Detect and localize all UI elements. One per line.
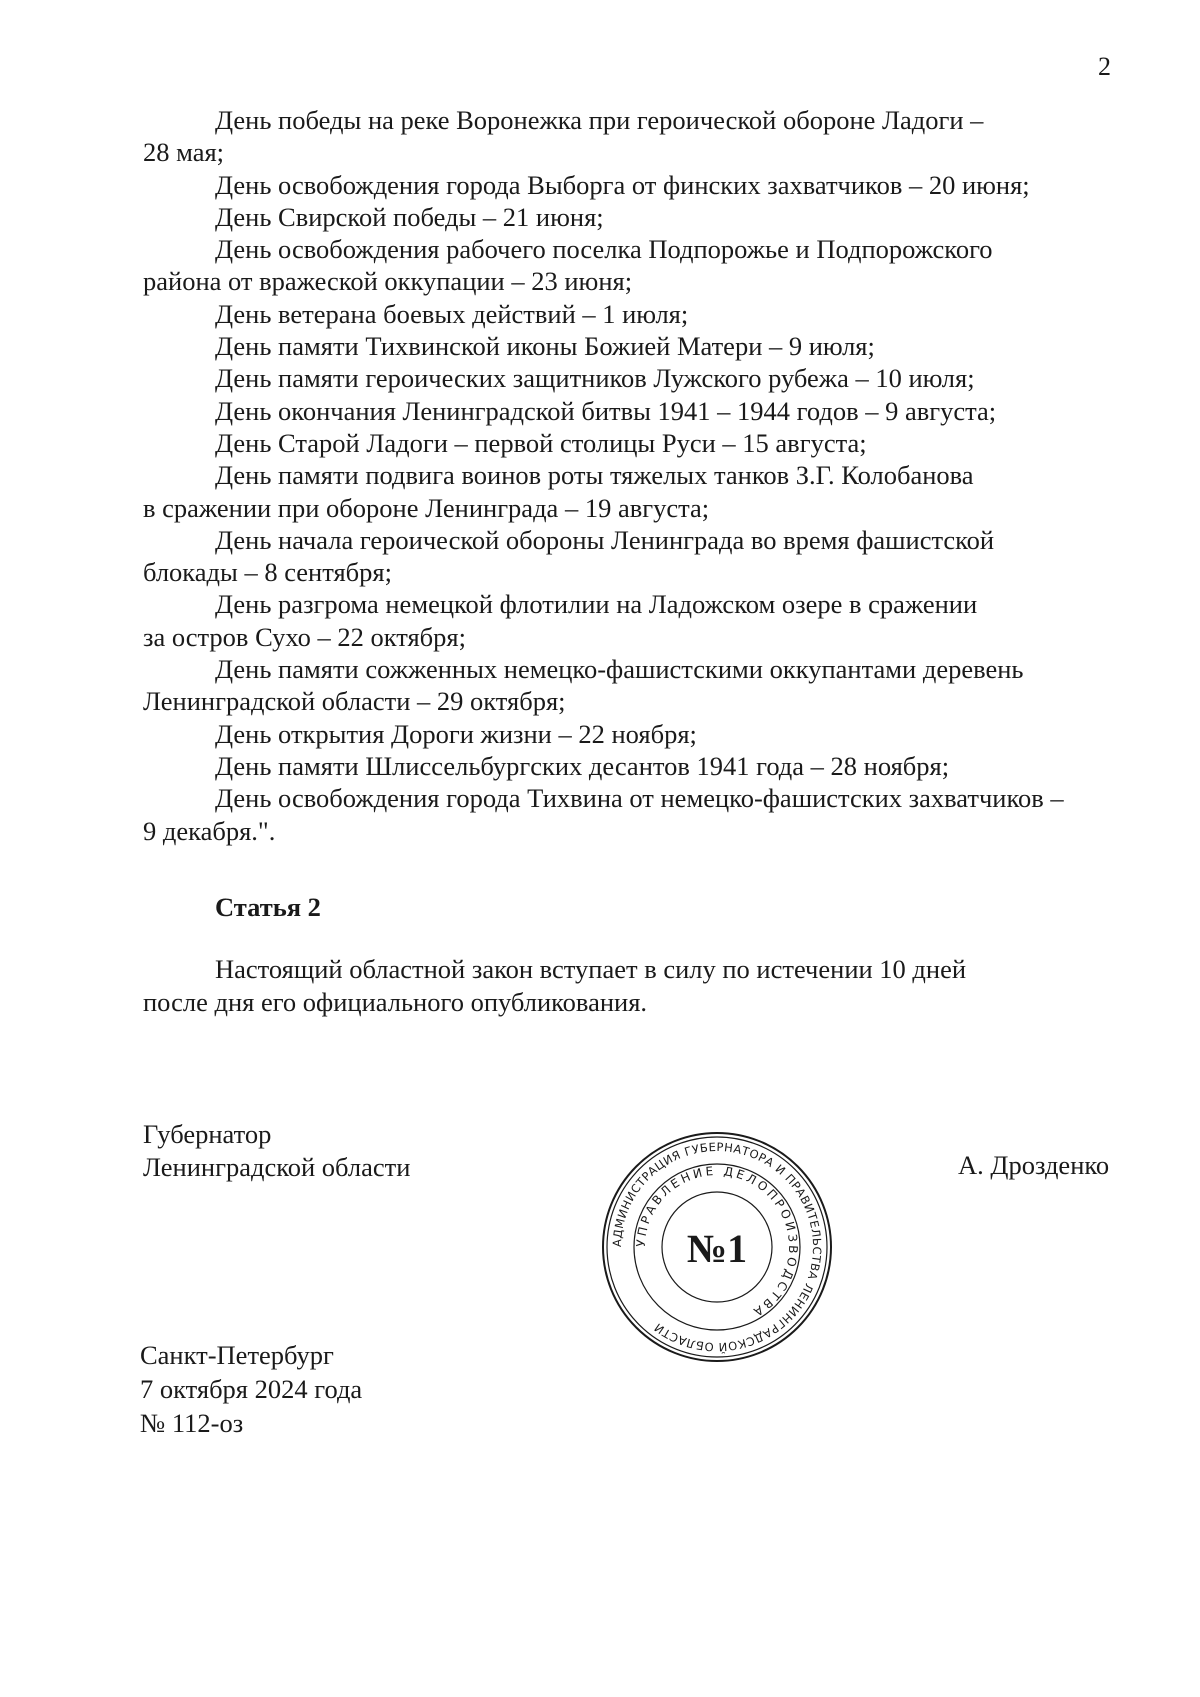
signatory-title: [143, 1118, 410, 1184]
list-item: День памяти Тихвинской иконы Божией Матери – 9 июля;: [215, 331, 875, 362]
list-item: День ветерана боевых действий – 1 июля;: [215, 298, 689, 329]
list-item: День Свирской победы – 21 июня;: [215, 201, 604, 232]
list-item: День освобождения города Выборга от финских захватчиков – 20 июня;: [215, 169, 1030, 200]
holiday-list: [143, 104, 1123, 847]
list-item: День памяти героических защитников Лужского рубежа – 10 июля;: [215, 363, 975, 394]
seal-inner-ring-text: УПРАВЛЕНИЕ ДЕЛОПРОИЗВОДСТВА: [633, 1163, 801, 1321]
list-item: День памяти сожженных немецко-фашистскими оккупантами деревень Ленинградской области – 29 октября;: [143, 654, 1024, 717]
list-item: День освобождения рабочего поселка Подпорожье и Подпорожского района от вражеской оккупации – 23 июня;: [143, 234, 993, 297]
signatory-name: А. Дрозденко: [958, 1150, 1110, 1180]
article-heading: Статья 2: [215, 892, 321, 922]
list-item: День освобождения города Тихвина от немецко-фашистских захватчиков – 9 декабря.".: [143, 783, 1064, 846]
list-item: День памяти Шлиссельбургских десантов 1941 года – 28 ноября;: [215, 750, 950, 781]
seal-outer-ring-text: АДМИНИСТРАЦИЯ ГУБЕРНАТОРА И ПРАВИТЕЛЬСТВА ЛЕНИНГРАДСКОЙ ОБЛАСТИ: [609, 1139, 825, 1355]
seal-center-text: №1: [686, 1226, 748, 1271]
document-details: [140, 1338, 362, 1440]
signatory-title-line: Губернатор: [143, 1119, 272, 1149]
signatory-title-line: Ленинградской области: [143, 1152, 411, 1182]
list-item: День разгрома немецкой флотилии на Ладожском озере в сражении за остров Сухо – 22 октября;: [143, 589, 978, 652]
article-body: Настоящий областной закон вступает в силу по истечении 10 дней после дня его официального опубликования.: [143, 954, 967, 1017]
document-date: 7 октября 2024 года: [140, 1374, 363, 1404]
list-item: День победы на реке Воронежка при героической обороне Ладоги – 28 мая;: [143, 105, 984, 168]
list-item: День памяти подвига воинов роты тяжелых танков З.Г. Колобанова в сражении при обороне Ленинграда – 19 августа;: [143, 460, 974, 523]
document-number: № 112-оз: [140, 1408, 244, 1438]
list-item: День Старой Ладоги – первой столицы Руси – 15 августа;: [215, 427, 867, 458]
page-number: 2: [1098, 52, 1111, 81]
list-item: День начала героической обороны Ленинграда во время фашистской блокады – 8 сентября;: [143, 524, 995, 588]
document-city: Санкт-Петербург: [140, 1340, 334, 1370]
official-seal-icon: [598, 1128, 836, 1366]
list-item: День открытия Дороги жизни – 22 ноября;: [215, 718, 697, 749]
list-item: День окончания Ленинградской битвы 1941 – 1944 годов – 9 августа;: [215, 395, 997, 426]
